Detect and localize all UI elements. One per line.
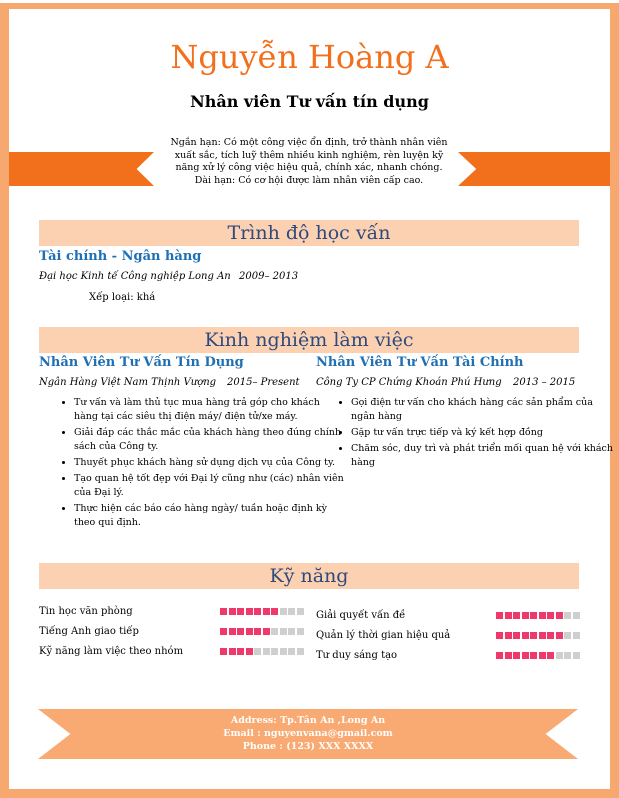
rating-dot-filled <box>496 652 503 659</box>
rating-dot-filled <box>556 632 563 639</box>
skill-rating <box>496 632 580 639</box>
skill-name[interactable]: Tiếng Anh giao tiếp <box>39 626 139 637</box>
skill-name[interactable]: Tư duy sáng tạo <box>316 650 398 661</box>
duty-item[interactable]: • Giải đáp các thắc mắc của khách hàng theo đúng chính sách của Công ty. <box>74 426 344 454</box>
rating-dot-filled <box>237 608 244 615</box>
rating-dot-empty <box>271 628 278 635</box>
rating-dot-empty <box>288 608 295 615</box>
job-title[interactable]: Nhân Viên Tư Vấn Tài Chính <box>316 355 524 370</box>
rating-dot-filled <box>496 612 503 619</box>
candidate-name[interactable]: Nguyễn Hoàng A <box>170 38 449 76</box>
career-objective[interactable] <box>170 137 448 187</box>
rating-dot-filled <box>522 632 529 639</box>
job-company[interactable]: Công Ty CP Chứng Khoán Phú Hưng <box>316 377 502 388</box>
job-title[interactable]: Nhân Viên Tư Vấn Tín Dụng <box>39 355 244 370</box>
rating-dot-empty <box>263 648 270 655</box>
education-school[interactable]: Đại học Kinh tế Công nghiệp Long An <box>39 271 231 282</box>
header-ribbon-left <box>9 152 154 186</box>
rating-dot-filled <box>556 612 563 619</box>
rating-dot-empty <box>297 628 304 635</box>
skill-rating <box>496 652 580 659</box>
rating-dot-filled <box>254 608 261 615</box>
rating-dot-filled <box>229 628 236 635</box>
objective-line: Ngắn hạn: Có một công việc ổn định, trở thành nhân viên <box>170 137 448 148</box>
rating-dot-empty <box>280 608 287 615</box>
skill-name[interactable]: Tin học văn phòng <box>39 606 133 617</box>
rating-dot-filled <box>220 648 227 655</box>
candidate-job-title[interactable]: Nhân viên Tư vấn tín dụng <box>190 92 429 111</box>
education-grade[interactable]: Xếp loại: khá <box>89 292 156 303</box>
rating-dot-empty <box>573 612 580 619</box>
objective-line: xuất sắc, tích luỹ thêm nhiều kinh nghiệm, rèn luyện kỹ <box>174 149 444 161</box>
rating-dot-filled <box>522 652 529 659</box>
rating-dot-empty <box>297 648 304 655</box>
skill-rating <box>220 628 304 635</box>
rating-dot-empty <box>288 648 295 655</box>
duty-item[interactable]: • Tạo quan hệ tốt đẹp với Đại lý cũng như (các) nhân viên của Đại lý. <box>74 472 344 500</box>
rating-dot-filled <box>237 648 244 655</box>
education-major[interactable]: Tài chính - Ngân hàng <box>39 249 202 264</box>
rating-dot-filled <box>246 648 253 655</box>
rating-dot-filled <box>530 632 537 639</box>
duty-item[interactable]: • Gọi điện tư vấn cho khách hàng các sản phẩm của ngân hàng <box>351 396 619 424</box>
education-years[interactable]: 2009– 2013 <box>239 271 299 282</box>
rating-dot-filled <box>263 608 270 615</box>
rating-dot-filled <box>271 608 278 615</box>
skill-name[interactable]: Quản lý thời gian hiệu quả <box>316 630 451 641</box>
rating-dot-empty <box>280 648 287 655</box>
rating-dot-filled <box>513 632 520 639</box>
contact-phone[interactable]: Phone : (123) XXX XXXX <box>242 741 374 752</box>
rating-dot-empty <box>564 612 571 619</box>
rating-dot-filled <box>530 612 537 619</box>
rating-dot-empty <box>573 652 580 659</box>
rating-dot-filled <box>513 612 520 619</box>
rating-dot-filled <box>547 612 554 619</box>
rating-dot-filled <box>513 652 520 659</box>
job-company[interactable]: Ngân Hàng Việt Nam Thịnh Vượng <box>39 377 217 388</box>
rating-dot-filled <box>539 632 546 639</box>
rating-dot-filled <box>530 652 537 659</box>
rating-dot-filled <box>229 608 236 615</box>
rating-dot-filled <box>220 628 227 635</box>
rating-dot-filled <box>263 628 270 635</box>
rating-dot-filled <box>237 628 244 635</box>
job-duties-list <box>39 396 344 532</box>
rating-dot-filled <box>539 612 546 619</box>
duty-item[interactable]: • Thực hiện các báo cáo hàng ngày/ tuần hoặc định kỳ theo qui định. <box>74 502 344 530</box>
rating-dot-empty <box>573 632 580 639</box>
experience-heading[interactable]: Kinh nghiệm làm việc <box>39 327 579 353</box>
job-period[interactable]: 2015– Present <box>227 377 300 388</box>
duty-item[interactable]: • Tư vấn và làm thủ tục mua hàng trả góp cho khách hàng tại các siêu thị điện máy/ điện tử/xe máy. <box>74 396 344 424</box>
skill-name[interactable]: Giải quyết vấn đề <box>316 610 406 621</box>
rating-dot-empty <box>254 648 261 655</box>
job-period[interactable]: 2013 – 2015 <box>513 377 576 388</box>
objective-line: Dài hạn: Có cơ hội được làm nhân viên cấp cao. <box>194 174 424 186</box>
skill-rating <box>220 608 304 615</box>
rating-dot-filled <box>522 612 529 619</box>
rating-dot-filled <box>496 632 503 639</box>
rating-dot-empty <box>297 608 304 615</box>
skill-rating <box>496 612 580 619</box>
header-ribbon-right <box>458 152 610 186</box>
rating-dot-filled <box>539 652 546 659</box>
rating-dot-filled <box>229 648 236 655</box>
rating-dot-filled <box>505 652 512 659</box>
contact-address[interactable]: Address: Tp.Tân An ,Long An <box>230 715 386 726</box>
rating-dot-filled <box>547 632 554 639</box>
rating-dot-filled <box>505 612 512 619</box>
objective-line: năng xử lý công việc hiệu quả, chính xác, nhanh chóng. <box>175 162 443 173</box>
rating-dot-empty <box>556 652 563 659</box>
duty-item[interactable]: • Chăm sóc, duy trì và phát triển mối quan hệ với khách hàng <box>351 442 619 470</box>
skill-name[interactable]: Kỹ năng làm việc theo nhóm <box>39 646 184 657</box>
duty-item[interactable]: • Thuyết phục khách hàng sử dụng dịch vụ của Công ty. <box>74 456 344 470</box>
rating-dot-empty <box>288 628 295 635</box>
rating-dot-empty <box>271 648 278 655</box>
skill-rating <box>220 648 304 655</box>
rating-dot-filled <box>220 608 227 615</box>
rating-dot-filled <box>547 652 554 659</box>
rating-dot-filled <box>505 632 512 639</box>
education-heading[interactable]: Trình độ học vấn <box>39 220 579 246</box>
skills-heading[interactable]: Kỹ năng <box>39 563 579 589</box>
rating-dot-empty <box>564 632 571 639</box>
rating-dot-empty <box>280 628 287 635</box>
rating-dot-filled <box>254 628 261 635</box>
job-duties-list <box>316 396 619 472</box>
contact-email[interactable]: Email : nguyenvana@gmail.com <box>223 728 393 739</box>
rating-dot-filled <box>246 608 253 615</box>
duty-item[interactable]: • Gặp tư vấn trực tiếp và ký kết hợp đồng <box>351 426 619 440</box>
rating-dot-empty <box>564 652 571 659</box>
rating-dot-filled <box>246 628 253 635</box>
